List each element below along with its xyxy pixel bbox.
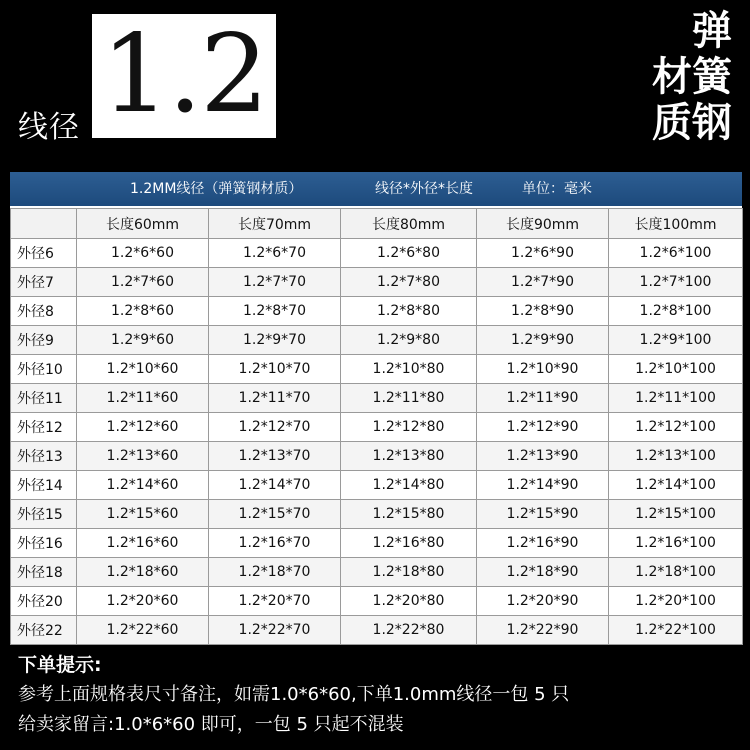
spec-cell: 1.2*18*60: [77, 558, 209, 587]
row-header-cell: 外径20: [11, 587, 77, 616]
spec-cell: 1.2*10*60: [77, 355, 209, 384]
row-header-cell: 外径9: [11, 326, 77, 355]
spec-cell: 1.2*6*70: [209, 239, 341, 268]
spec-cell: 1.2*15*80: [341, 500, 477, 529]
spec-cell: 1.2*8*60: [77, 297, 209, 326]
spec-cell: 1.2*9*100: [609, 326, 743, 355]
spec-cell: 1.2*8*90: [477, 297, 609, 326]
row-header-cell: 外径16: [11, 529, 77, 558]
spec-cell: 1.2*9*70: [209, 326, 341, 355]
spec-cell: 1.2*22*90: [477, 616, 609, 645]
spec-cell: 1.2*18*80: [341, 558, 477, 587]
column-header: 长度70mm: [209, 209, 341, 239]
row-header-cell: 外径18: [11, 558, 77, 587]
table-row: [11, 558, 743, 587]
order-notes: [18, 650, 738, 740]
spec-cell: 1.2*20*100: [609, 587, 743, 616]
spec-cell: 1.2*6*90: [477, 239, 609, 268]
spec-cell: 1.2*18*90: [477, 558, 609, 587]
table-row: [11, 587, 743, 616]
spec-cell: 1.2*15*90: [477, 500, 609, 529]
spec-cell: 1.2*6*60: [77, 239, 209, 268]
table-row: [11, 413, 743, 442]
row-header-cell: 外径12: [11, 413, 77, 442]
material-title-line: 材簧: [652, 54, 732, 100]
table-row: [11, 616, 743, 645]
banner-unit: 单位：毫米: [522, 181, 592, 197]
spec-cell: 1.2*20*60: [77, 587, 209, 616]
table-row: [11, 442, 743, 471]
material-title: [632, 8, 732, 146]
spec-cell: 1.2*9*80: [341, 326, 477, 355]
row-header-cell: 外径14: [11, 471, 77, 500]
spec-cell: 1.2*7*70: [209, 268, 341, 297]
spec-cell: 1.2*12*80: [341, 413, 477, 442]
spec-cell: 1.2*6*100: [609, 239, 743, 268]
spec-cell: 1.2*8*70: [209, 297, 341, 326]
material-title-line: 质钢: [652, 100, 732, 146]
spec-cell: 1.2*10*70: [209, 355, 341, 384]
spec-cell: 1.2*15*60: [77, 500, 209, 529]
spec-cell: 1.2*13*70: [209, 442, 341, 471]
notes-line: 参考上面规格表尺寸备注，如需1.0*6*60,下单1.0mm线径一包 5 只: [18, 684, 570, 705]
spec-cell: 1.2*16*100: [609, 529, 743, 558]
row-header-cell: 外径11: [11, 384, 77, 413]
spec-cell: 1.2*9*90: [477, 326, 609, 355]
spec-cell: 1.2*16*90: [477, 529, 609, 558]
column-header: 长度100mm: [609, 209, 743, 239]
spec-cell: 1.2*7*80: [341, 268, 477, 297]
spec-cell: 1.2*7*60: [77, 268, 209, 297]
column-header: 长度60mm: [77, 209, 209, 239]
spec-cell: 1.2*14*100: [609, 471, 743, 500]
spec-cell: 1.2*7*90: [477, 268, 609, 297]
spec-cell: 1.2*16*60: [77, 529, 209, 558]
spec-cell: 1.2*11*100: [609, 384, 743, 413]
row-header-cell: 外径13: [11, 442, 77, 471]
table-row: [11, 297, 743, 326]
table-banner: [10, 172, 742, 206]
table-row: [11, 239, 743, 268]
table-row: [11, 500, 743, 529]
spec-cell: 1.2*14*70: [209, 471, 341, 500]
spec-cell: 1.2*10*80: [341, 355, 477, 384]
spec-cell: 1.2*14*90: [477, 471, 609, 500]
spec-cell: 1.2*7*100: [609, 268, 743, 297]
wire-diameter-label: 线径: [18, 110, 80, 145]
spec-cell: 1.2*10*90: [477, 355, 609, 384]
spec-cell: 1.2*20*90: [477, 587, 609, 616]
spec-cell: 1.2*15*100: [609, 500, 743, 529]
spec-cell: 1.2*13*90: [477, 442, 609, 471]
spec-cell: 1.2*11*90: [477, 384, 609, 413]
row-header-cell: 外径15: [11, 500, 77, 529]
column-header: 长度80mm: [341, 209, 477, 239]
spec-cell: 1.2*11*70: [209, 384, 341, 413]
spec-cell: 1.2*22*60: [77, 616, 209, 645]
spec-cell: 1.2*16*70: [209, 529, 341, 558]
spec-cell: 1.2*20*70: [209, 587, 341, 616]
spec-cell: 1.2*13*100: [609, 442, 743, 471]
spec-cell: 1.2*13*80: [341, 442, 477, 471]
spec-cell: 1.2*12*70: [209, 413, 341, 442]
table-row: [11, 384, 743, 413]
spec-cell: 1.2*12*100: [609, 413, 743, 442]
spec-cell: 1.2*22*70: [209, 616, 341, 645]
spec-cell: 1.2*20*80: [341, 587, 477, 616]
row-header-cell: 外径22: [11, 616, 77, 645]
spec-cell: 1.2*13*60: [77, 442, 209, 471]
spec-cell: 1.2*18*100: [609, 558, 743, 587]
spec-cell: 1.2*22*100: [609, 616, 743, 645]
spec-table: [10, 208, 743, 645]
spec-cell: 1.2*9*60: [77, 326, 209, 355]
banner-format: 线径*外径*长度: [375, 181, 473, 197]
spec-cell: 1.2*6*80: [341, 239, 477, 268]
column-header: 长度90mm: [477, 209, 609, 239]
spec-table-panel: [10, 172, 742, 639]
spec-cell: 1.2*11*60: [77, 384, 209, 413]
header: [0, 0, 750, 150]
spec-cell: 1.2*15*70: [209, 500, 341, 529]
table-row: [11, 471, 743, 500]
row-header-cell: 外径7: [11, 268, 77, 297]
spec-cell: 1.2*22*80: [341, 616, 477, 645]
table-header-row: [11, 209, 743, 239]
table-row: [11, 326, 743, 355]
notes-title: 下单提示:: [18, 654, 102, 676]
spec-cell: 1.2*8*100: [609, 297, 743, 326]
row-header-cell: 外径8: [11, 297, 77, 326]
material-title-line: 弹: [692, 8, 732, 54]
column-header: [11, 209, 77, 239]
row-header-cell: 外径6: [11, 239, 77, 268]
spec-cell: 1.2*16*80: [341, 529, 477, 558]
spec-cell: 1.2*12*60: [77, 413, 209, 442]
spec-cell: 1.2*14*80: [341, 471, 477, 500]
wire-diameter-value: 1.2: [101, 12, 267, 137]
row-header-cell: 外径10: [11, 355, 77, 384]
table-row: [11, 529, 743, 558]
spec-cell: 1.2*12*90: [477, 413, 609, 442]
spec-cell: 1.2*10*100: [609, 355, 743, 384]
banner-title: 1.2MM线径（弹簧钢材质）: [130, 181, 303, 197]
table-row: [11, 355, 743, 384]
spec-cell: 1.2*8*80: [341, 297, 477, 326]
table-row: [11, 268, 743, 297]
spec-cell: 1.2*18*70: [209, 558, 341, 587]
notes-line: 给卖家留言:1.0*6*60 即可，一包 5 只起不混装: [18, 714, 404, 735]
spec-cell: 1.2*11*80: [341, 384, 477, 413]
spec-cell: 1.2*14*60: [77, 471, 209, 500]
